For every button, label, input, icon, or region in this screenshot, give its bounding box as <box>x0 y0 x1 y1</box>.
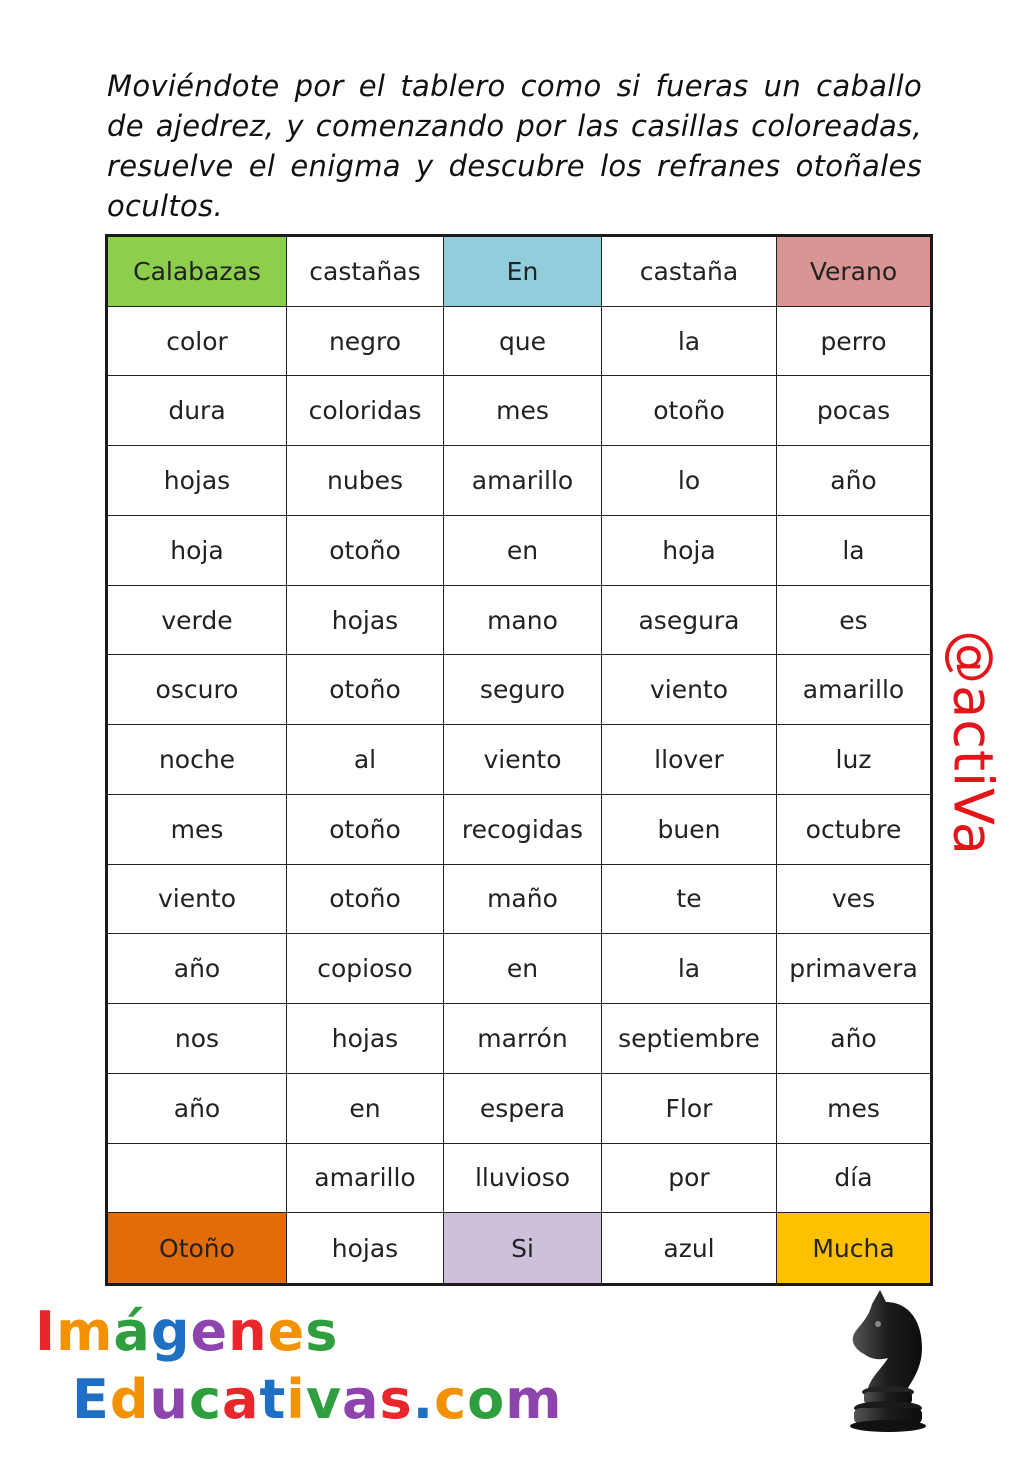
board-cell: año <box>108 934 287 1004</box>
logo-line-educativas <box>72 1368 563 1431</box>
logo-letter: o <box>467 1368 506 1431</box>
board-cell: nubes <box>287 446 444 516</box>
board-cell: otoño <box>287 655 444 725</box>
board-cell: azul <box>602 1213 777 1283</box>
board-cell: llover <box>602 725 777 795</box>
board-cell-start: Mucha <box>777 1213 930 1283</box>
board-cell: que <box>444 307 602 377</box>
author-handle-text: @actiVa <box>941 630 1005 856</box>
logo-letter: g <box>150 1300 191 1363</box>
chess-knight-icon <box>838 1286 938 1436</box>
board-cell: la <box>602 934 777 1004</box>
board-cell: seguro <box>444 655 602 725</box>
logo-line-imagenes <box>35 1300 338 1363</box>
board-cell-start: Otoño <box>108 1213 287 1283</box>
board-cell: hojas <box>287 1213 444 1283</box>
logo-letter: n <box>228 1300 268 1363</box>
board-cell: lo <box>602 446 777 516</box>
board-cell <box>108 1144 287 1214</box>
logo-letter: d <box>109 1368 150 1431</box>
board-cell: en <box>287 1074 444 1144</box>
site-logo <box>30 1298 563 1438</box>
board-cell: viento <box>444 725 602 795</box>
board-cell: marrón <box>444 1004 602 1074</box>
board-cell: año <box>777 1004 930 1074</box>
logo-letter: á <box>113 1300 151 1363</box>
board-cell: año <box>108 1074 287 1144</box>
board-cell: mes <box>777 1074 930 1144</box>
logo-letter: I <box>35 1300 57 1363</box>
board-cell: otoño <box>287 795 444 865</box>
board-cell: ves <box>777 865 930 935</box>
word-board <box>105 234 933 1286</box>
board-cell-start: En <box>444 237 602 307</box>
logo-letter: E <box>72 1368 110 1431</box>
board-cell-start: Si <box>444 1213 602 1283</box>
board-cell: coloridas <box>287 376 444 446</box>
board-cell: castañas <box>287 237 444 307</box>
logo-letter: v <box>305 1368 343 1431</box>
board-cell: en <box>444 516 602 586</box>
logo-letter: . <box>412 1368 435 1431</box>
board-cell: maño <box>444 865 602 935</box>
board-cell: castaña <box>602 237 777 307</box>
board-cell: amarillo <box>444 446 602 516</box>
logo-letter: a <box>342 1368 380 1431</box>
board-cell: espera <box>444 1074 602 1144</box>
board-cell: otoño <box>287 865 444 935</box>
logo-letter: c <box>189 1368 223 1431</box>
board-cell: mes <box>108 795 287 865</box>
board-cell: luz <box>777 725 930 795</box>
board-cell: asegura <box>602 586 777 656</box>
logo-letter: t <box>259 1368 287 1431</box>
board-cell: día <box>777 1144 930 1214</box>
board-cell: hoja <box>602 516 777 586</box>
board-cell: verde <box>108 586 287 656</box>
board-cell: en <box>444 934 602 1004</box>
author-handle <box>938 628 1008 858</box>
board-cell: otoño <box>287 516 444 586</box>
board-cell: es <box>777 586 930 656</box>
board-cell: oscuro <box>108 655 287 725</box>
board-cell: perro <box>777 307 930 377</box>
logo-letter: a <box>222 1368 260 1431</box>
board-cell: nos <box>108 1004 287 1074</box>
board-cell: hojas <box>108 446 287 516</box>
instructions-text: Moviéndote por el tablero como si fueras un caballo de ajedrez, y comenzando por las casillas coloreadas, resuelve el enigma y descubre los refranes otoñales ocultos. <box>107 69 922 223</box>
board-cell: buen <box>602 795 777 865</box>
logo-letter: m <box>505 1368 563 1431</box>
board-cell: Flor <box>602 1074 777 1144</box>
board-cell: viento <box>602 655 777 725</box>
board-cell: mes <box>444 376 602 446</box>
board-cell: pocas <box>777 376 930 446</box>
logo-letter: u <box>149 1368 189 1431</box>
board-cell: octubre <box>777 795 930 865</box>
board-cell: copioso <box>287 934 444 1004</box>
board-cell: otoño <box>602 376 777 446</box>
board-cell: negro <box>287 307 444 377</box>
board-cell: color <box>108 307 287 377</box>
logo-letter: e <box>190 1300 229 1363</box>
logo-letter: m <box>56 1300 114 1363</box>
board-cell: recogidas <box>444 795 602 865</box>
board-cell: primavera <box>777 934 930 1004</box>
logo-letter: e <box>267 1300 306 1363</box>
logo-letter: s <box>305 1300 339 1363</box>
board-cell: la <box>602 307 777 377</box>
logo-letter: s <box>379 1368 413 1431</box>
board-cell: hojas <box>287 1004 444 1074</box>
board-cell: al <box>287 725 444 795</box>
board-cell: la <box>777 516 930 586</box>
board-cell-start: Calabazas <box>108 237 287 307</box>
board-cell: septiembre <box>602 1004 777 1074</box>
board-cell: mano <box>444 586 602 656</box>
logo-letter: c <box>434 1368 468 1431</box>
board-cell: dura <box>108 376 287 446</box>
board-cell: viento <box>108 865 287 935</box>
board-cell: te <box>602 865 777 935</box>
board-cell: año <box>777 446 930 516</box>
board-cell: lluvioso <box>444 1144 602 1214</box>
board-cell: noche <box>108 725 287 795</box>
logo-letter: i <box>286 1368 306 1431</box>
board-cell: amarillo <box>777 655 930 725</box>
board-cell: hojas <box>287 586 444 656</box>
board-cell: amarillo <box>287 1144 444 1214</box>
board-cell: por <box>602 1144 777 1214</box>
board-cell-start: Verano <box>777 237 930 307</box>
board-cell: hoja <box>108 516 287 586</box>
